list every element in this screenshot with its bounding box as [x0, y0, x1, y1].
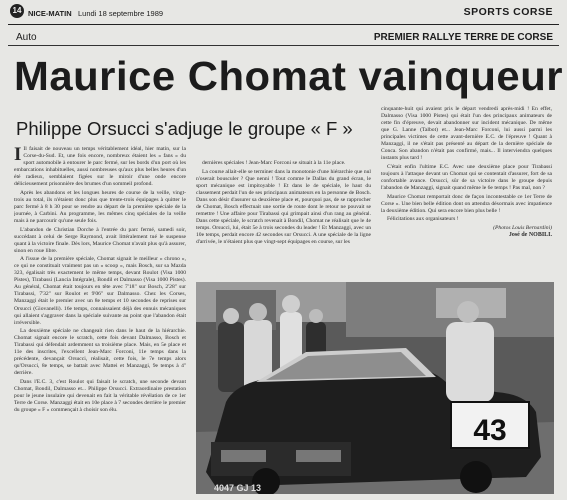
paragraph: dernières spéciales ! Jean-Marc Forconi se situait à la 11e place.	[202, 160, 346, 166]
article-column-3	[381, 106, 552, 286]
paragraph-text: Il faisait de nouveau un temps véritablement idéal, hier matin, sur la Corse-du-Sud. Et, une fois encore, nombreux étaient les « fans » du sport automobile à entourer le parc fermé, sur les bords d'un port où les embarcations inhabituelles, aussi nombreuses qu'aux plus belles heures d'un été radieux, semblaient figées sur le miroir d'une onde encore délicieusement prisonnière des brumes d'un sommeil profond.	[14, 146, 186, 188]
publication-date: Lundi 18 septembre 1989	[78, 9, 164, 18]
car-number: 43	[473, 414, 507, 447]
paragraph: A l'issue de la première spéciale, Chomat signait le meilleur « chrono », ce qui ne constituait vraiment pas un « scoop », mais Bosch, sur sa Mazda 323, égalisait très exactement le même temps, devant Roulot (Visa 1000 Pistes), Tirabassi (Lancia Intégrale), Bondil et Dalmasso (Visa 1000 Pistes). Au général, Chomat était toujours en tête avec 7'18" sur Bosch, 2'28" sur Tirabassi, 7'32" sur Roulot et 9'06" sur Dalmasso. Chez les Corses, Manzaggi était le premier avec un 8e temps et 10 secondes de reprises sur Orsucci (Giovanelli). 16e temps, connaissaient déjà des ennuis mécaniques qui allaient s'aggraver dans la spéciale suivante au point que l'abandon était irréversible.	[14, 256, 186, 326]
article-column-2	[196, 160, 371, 278]
rubric-label: Auto	[16, 32, 37, 43]
paragraph: La course allait-elle se terminer dans la monotonie d'une hiérarchie que nul n'oserait bousculer ? Que nenni ! Tout comme le Dallas du grand écran, le sport mécanique est impitoyable ! Et dans le 4e spéciale, le haut du classement perdait l'un de ses principaux animateurs en la personne de Bosch. Dans son désir d'assurer sa deuxième place et, pourquoi pas, de se rapprocher de Chomat, Bosch effectuait une sortie de route dont le retour ne pouvait se remettre ! Une affaire pour Tirabassi qui grimpait ainsi d'un rang au général. Dans cette spéciale, le scratch revenait à Bondil, Chomat ne réalisait que le 4e temps. Orsucci, lui, était 5e à trois secondes du leader ! Et Manzaggi, avec un 10e temps, perdait encore 42 secondes sur Orsucci. A une spéciale de la ligne d'arrivée, le n'étaient plus que vingt-sept équipages en course, sur les	[196, 168, 371, 246]
header-rule	[8, 45, 559, 46]
paragraph: Dans l'E.C. 3, c'est Roulot qui faisait le scratch, une seconde devant Chomat, Bondil, Dalmasso et... Philippe Orsucci. Extraordinaire prestation pour le jeune insulaire qui devenait en fait la véritable révélation de ce 1er Terre de Corse. Manzaggi était en 10e place à 7 secondes derrière le premier du groupe « F » commençait à choisir son élu.	[14, 379, 186, 414]
subheadline: Philippe Orsucci s'adjuge le groupe « F »	[16, 118, 353, 139]
headline: Maurice Chomat vainqueur	[14, 53, 564, 99]
paragraph: C'était enfin l'ultime E.C. Avec une deuxième place pour Tirabassi toujours à l'attaque devant un Chomat qui se contentait d'assurer, fort de sa confortable avance. Orsucci, sûr de sa victoire dans le groupe depuis l'abandon de Manzaggi, signait quand même le 6e temps ! Pas mal, non ?	[381, 163, 552, 192]
photo-credit: (Photos Louis Bernardini)	[493, 224, 552, 231]
author-signature: José de NOBILI.	[508, 231, 552, 238]
paragraph: cinquante-huit qui avaient pris le départ vendredi après-midi ! En effet, Dalmasso (Visa 1000 Pistes) qui était l'un des principaux animateurs de cette fin d'épreuve, devait abandonner sur incident mécanique. De même que G. Lanne (Talbot) et... Jean-Marc Forconi, lui aussi parmi les principales victimes de cette avant-dernière E.C. de l'épreuve ! Quant à Manzaggi, il ne s'était pas présenté au départ de la dernière spéciale de Conca. Son abandon n'était pas confirmé, mais... Il interviendra quelques instants plus tard !	[381, 106, 552, 162]
article-column-1	[14, 146, 186, 498]
paragraph: La deuxième spéciale ne changeait rien dans le haut de la hiérarchie. Chomat signait encore le scratch, cette fois devant Dalmasso, Bosch et Tirabassi qui défendait ardemment sa troisième place. Mais, en 5e place et 11e des inscrites, l'excellent Jean-Marc Forconi, 11e temps dans la précédente, devançait Orsucci, réalisait, cette fois, le 7e temps alors qu'Orsucci, 8e temps, se battait avec Mattei et Manzaggi, 9e temps à 4'' derrière.	[14, 328, 186, 377]
drop-cap: I	[14, 146, 22, 165]
license-plate: 4047 GJ 13	[214, 483, 262, 493]
paragraph: L'abandon de Christian Dorche à l'entrée du parc fermé, samedi soir, succédant à celui de Serge Raymond, avait littéralement tué le suspense quant à la victoire finale. Dès lors, Maurice Chomat n'avait plus qu'à assurer, sinon en roue libre.	[14, 226, 186, 254]
rally-photo-illustration	[196, 282, 554, 494]
page-number: 14	[10, 4, 24, 18]
event-title: PREMIER RALLYE TERRE DE CORSE	[373, 32, 553, 43]
paragraph: Félicitations aux organisateurs !	[387, 216, 459, 223]
section-title: SPORTS CORSE	[463, 6, 553, 18]
newspaper-name: NICE-MATIN	[28, 9, 72, 18]
paragraph	[14, 146, 186, 188]
paragraph: Après les abandons et les longues heures de course de la veille, vingt-trois au total, ils n'étaient donc plus que trente-trois équipages à quitter le parc fermé à 8 h 30 pour se rendre au départ de la première spéciale de la journée, à Carbini. Au programme, les mêmes cinq spéciales de la veille mais à ne parcourir qu'une seule fois.	[14, 189, 186, 224]
rally-photo	[196, 282, 554, 494]
paragraph: Maurice Chomat remportait donc de façon incontestable ce 1er Terre de Corse ». Une bien belle édition dont on attendra désormais avec impatience la deuxième édition. Qui sera encore bien plus belle !	[381, 193, 552, 214]
